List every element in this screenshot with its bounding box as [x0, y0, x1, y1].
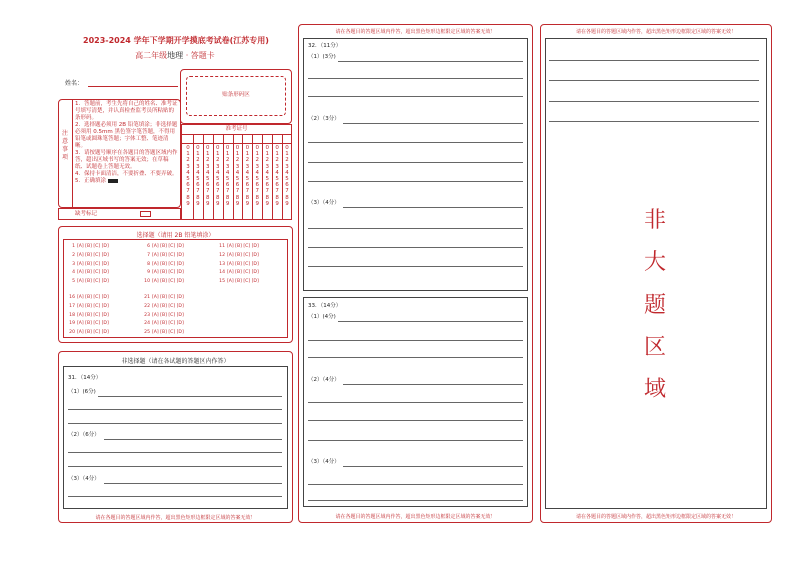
- exam-number-column[interactable]: [273, 145, 281, 207]
- answer-line[interactable]: [308, 266, 523, 267]
- answer-line[interactable]: [343, 466, 523, 467]
- choice-question-row[interactable]: [143, 330, 184, 335]
- choice-question-row[interactable]: [68, 321, 109, 326]
- choice-question-row[interactable]: [143, 313, 184, 318]
- exam-subtitle: [100, 50, 250, 61]
- exam-digit-bubble[interactable]: 3: [255, 163, 260, 170]
- exam-number-divider: [233, 134, 234, 220]
- exam-digit-bubble[interactable]: 4: [265, 169, 269, 176]
- question-33-2: （2）（4分）: [308, 377, 340, 383]
- choice-question-row[interactable]: [143, 270, 184, 275]
- question-number: 18: [69, 312, 75, 318]
- question-33-3: （3）（4分）: [308, 459, 340, 465]
- question-32-3: （3）（4分）: [308, 200, 340, 206]
- exam-digit-bubble[interactable]: 0: [285, 145, 289, 151]
- exam-digit-bubble[interactable]: 9: [265, 200, 269, 207]
- exam-digit-bubble[interactable]: 4: [225, 169, 230, 176]
- exam-digit-bubble[interactable]: 1: [255, 151, 260, 158]
- exam-digit-bubble[interactable]: 2: [225, 157, 230, 164]
- option-bubbles[interactable]: [A] [B] [C] [D]: [152, 244, 184, 249]
- exam-digit-bubble[interactable]: 6: [206, 182, 210, 189]
- exam-digit-bubble[interactable]: 2: [265, 157, 269, 164]
- exam-digit-bubble[interactable]: 9: [206, 200, 210, 207]
- question-33: 33．（14分）: [308, 303, 342, 309]
- notes-item: 3．请按题号顺序在各题目的答题区域内作答，超出区域书写的答案无效；在草稿纸、试题卷上答题无效。: [75, 150, 178, 170]
- exam-digit-bubble[interactable]: 9: [235, 200, 240, 207]
- exam-digit-bubble[interactable]: 1: [235, 151, 240, 158]
- question-31: 31．（14分）: [68, 375, 102, 381]
- answer-area-32[interactable]: [303, 38, 528, 291]
- question-number: 25: [144, 330, 150, 336]
- exam-digit-bubble[interactable]: 8: [235, 194, 240, 201]
- answer-line[interactable]: [338, 61, 523, 62]
- choice-question-row[interactable]: [143, 262, 184, 267]
- answer-line[interactable]: [343, 207, 523, 208]
- exam-digit-bubble[interactable]: 0: [196, 145, 200, 151]
- question-number: 13: [219, 261, 225, 267]
- exam-digit-bubble[interactable]: 9: [196, 200, 200, 207]
- exam-number-divider: [223, 134, 224, 220]
- exam-digit-bubble[interactable]: 5: [255, 176, 260, 183]
- option-bubbles[interactable]: [A] [B] [C] [D]: [152, 270, 184, 276]
- exam-digit-bubble[interactable]: 5: [275, 176, 279, 183]
- exam-digit-bubble[interactable]: 3: [225, 163, 230, 170]
- answer-line[interactable]: [98, 396, 282, 397]
- grade-label: 高二年级: [135, 51, 168, 60]
- non-answer-char: 区: [643, 335, 666, 360]
- question-number: 12: [219, 252, 225, 258]
- exam-digit-bubble[interactable]: 6: [285, 182, 289, 189]
- exam-digit-bubble[interactable]: 1: [206, 151, 210, 158]
- answer-line[interactable]: [308, 402, 523, 403]
- barcode-label: 贴条形码区: [222, 92, 250, 98]
- exam-digit-bubble[interactable]: 7: [206, 188, 210, 195]
- question-number: 22: [144, 303, 150, 309]
- answer-line[interactable]: [308, 247, 523, 248]
- answer-line[interactable]: [308, 162, 523, 163]
- exam-digit-bubble[interactable]: 2: [186, 157, 190, 164]
- exam-digit-bubble[interactable]: 8: [186, 194, 190, 201]
- exam-number-divider: [213, 134, 214, 220]
- exam-digit-bubble[interactable]: 1: [196, 151, 200, 158]
- option-bubbles[interactable]: [A] [B] [C] [D]: [152, 303, 184, 309]
- notes-divider: [72, 99, 73, 208]
- exam-digit-bubble[interactable]: 3: [206, 163, 210, 170]
- exam-number-divider: [242, 134, 243, 220]
- non-answer-char: 非: [643, 208, 666, 233]
- warning-header: 请在各题目的答题区域内作答，超出黑色矩形边框限定区域的答案无效！: [575, 29, 736, 35]
- question-number: 14: [219, 270, 225, 276]
- option-bubbles[interactable]: [A] [B] [C] [D]: [77, 303, 109, 309]
- exam-digit-bubble[interactable]: 4: [186, 169, 190, 176]
- answer-line[interactable]: [343, 123, 523, 124]
- exam-digit-bubble[interactable]: 5: [235, 176, 240, 183]
- notes-item: 4．保持卡面清洁，不要折叠、不要弄破。: [75, 171, 178, 177]
- exam-digit-bubble[interactable]: 5: [196, 176, 200, 183]
- notes-item: 1．答题前，考生先将自己的姓名、准考证号填写清楚，并认真检查监考员所粘贴的条形码。: [75, 101, 178, 121]
- non-answer-char: 题: [643, 293, 666, 318]
- name-underline[interactable]: [88, 86, 178, 87]
- option-bubbles[interactable]: [A] [B] [C] [D]: [152, 279, 184, 285]
- choice-question-row[interactable]: [68, 304, 109, 309]
- option-bubbles[interactable]: [A] [B] [C] [D]: [77, 244, 109, 249]
- exam-digit-bubble[interactable]: 4: [215, 169, 220, 176]
- exam-digit-bubble[interactable]: 2: [275, 157, 279, 164]
- answer-line[interactable]: [549, 121, 759, 122]
- exam-title: 2023-2024 学年下学期开学摸底考试卷(江苏专用): [83, 36, 269, 45]
- choice-question-row[interactable]: [218, 262, 259, 267]
- exam-digit-bubble[interactable]: 1: [275, 151, 279, 158]
- exam-digit-bubble[interactable]: 0: [206, 145, 210, 151]
- exam-digit-bubble[interactable]: 0: [225, 145, 230, 151]
- exam-digit-bubble[interactable]: 7: [225, 188, 230, 195]
- absent-checkbox[interactable]: [140, 211, 151, 217]
- filled-example-mark: [108, 179, 118, 183]
- exam-digit-bubble[interactable]: 9: [275, 200, 279, 207]
- card-label: · 答题卡: [183, 51, 215, 60]
- question-31-2: （2）（6分）: [68, 432, 100, 438]
- exam-digit-bubble[interactable]: 3: [245, 163, 250, 170]
- answer-line[interactable]: [308, 78, 523, 79]
- exam-number-column[interactable]: [184, 145, 192, 207]
- answer-line[interactable]: [308, 96, 523, 97]
- answer-line[interactable]: [68, 423, 282, 424]
- question-number: 17: [69, 303, 75, 309]
- option-bubbles[interactable]: [A] [B] [C] [D]: [77, 279, 109, 285]
- exam-digit-bubble[interactable]: 6: [225, 182, 230, 189]
- exam-number-column[interactable]: [234, 145, 242, 207]
- name-label: 姓名：: [65, 80, 84, 87]
- exam-digit-bubble[interactable]: 4: [285, 169, 289, 176]
- warning-footer: 请在各题目的答题区域内作答，超出黑色矩形边框限定区域的答案无效！: [575, 514, 736, 520]
- answer-line[interactable]: [308, 484, 523, 485]
- exam-digit-bubble[interactable]: 0: [245, 145, 250, 151]
- exam-digit-bubble[interactable]: 2: [215, 157, 220, 164]
- exam-digit-bubble[interactable]: 0: [255, 145, 260, 151]
- exam-digit-bubble[interactable]: 8: [206, 194, 210, 201]
- non-answer-char: 大: [643, 250, 666, 275]
- answer-line[interactable]: [308, 181, 523, 182]
- exam-digit-bubble[interactable]: 7: [285, 188, 289, 195]
- choice-question-row[interactable]: [143, 244, 184, 249]
- exam-number-column[interactable]: [263, 145, 271, 207]
- exam-digit-bubble[interactable]: 8: [245, 194, 250, 201]
- question-number: 9: [147, 270, 150, 276]
- exam-digit-bubble[interactable]: 2: [235, 157, 240, 164]
- exam-digit-bubble[interactable]: 3: [196, 163, 200, 170]
- exam-digit-bubble[interactable]: 6: [215, 182, 220, 189]
- choice-question-row[interactable]: [68, 313, 109, 318]
- exam-digit-bubble[interactable]: 9: [255, 200, 260, 207]
- exam-number-divider: [272, 134, 273, 220]
- choice-question-row[interactable]: [68, 253, 109, 258]
- choice-question-row[interactable]: [68, 330, 109, 335]
- exam-number-column[interactable]: [194, 145, 202, 207]
- exam-digit-bubble[interactable]: 7: [196, 188, 200, 195]
- exam-digit-bubble[interactable]: 6: [196, 182, 200, 189]
- exam-digit-bubble[interactable]: 1: [186, 151, 190, 158]
- answer-line[interactable]: [549, 80, 759, 81]
- answer-line[interactable]: [308, 357, 523, 358]
- exam-digit-bubble[interactable]: 3: [186, 163, 190, 170]
- choice-question-row[interactable]: [68, 262, 109, 267]
- exam-digit-bubble[interactable]: 1: [245, 151, 250, 158]
- option-bubbles[interactable]: [A] [B] [C] [D]: [227, 261, 259, 267]
- option-bubbles[interactable]: [A] [B] [C] [D]: [227, 252, 259, 258]
- notes-item: 2．选择题必须用 2B 铅笔填涂；非选择题必须用 0.5mm 黑色签字笔答题，不得用铅笔或圆珠笔答题；字体工整、笔迹清晰。: [75, 122, 178, 149]
- question-32-1: （1）(3分): [308, 54, 336, 60]
- nonchoice-heading: 非选择题（请在各试题的答题区内作答）: [121, 358, 230, 365]
- question-number: 7: [147, 252, 150, 258]
- choice-question-row[interactable]: [218, 270, 259, 275]
- exam-digit-bubble[interactable]: 8: [196, 194, 200, 201]
- exam-digit-bubble[interactable]: 2: [285, 157, 289, 164]
- exam-digit-bubble[interactable]: 7: [186, 188, 190, 195]
- exam-digit-bubble[interactable]: 0: [265, 145, 269, 151]
- choice-question-row[interactable]: [218, 244, 259, 249]
- exam-number-rule: [181, 134, 292, 135]
- exam-digit-bubble[interactable]: 4: [245, 169, 250, 176]
- exam-digit-bubble[interactable]: 9: [285, 200, 289, 207]
- exam-digit-bubble[interactable]: 6: [255, 182, 260, 189]
- exam-digit-bubble[interactable]: 8: [265, 194, 269, 201]
- answer-line[interactable]: [343, 384, 523, 385]
- choice-question-row[interactable]: [68, 270, 109, 275]
- exam-digit-bubble[interactable]: 5: [225, 176, 230, 183]
- exam-digit-bubble[interactable]: 7: [235, 188, 240, 195]
- question-number: 5: [72, 279, 75, 285]
- answer-line[interactable]: [308, 142, 523, 143]
- choice-question-row[interactable]: [218, 279, 259, 284]
- choice-question-row[interactable]: [143, 279, 184, 284]
- choice-question-row[interactable]: [218, 253, 259, 258]
- option-bubbles[interactable]: [A] [B] [C] [D]: [77, 312, 109, 318]
- exam-number-column[interactable]: [253, 145, 261, 207]
- exam-digit-bubble[interactable]: 5: [265, 176, 269, 183]
- exam-digit-bubble[interactable]: 9: [215, 200, 220, 207]
- answer-line[interactable]: [68, 409, 282, 410]
- exam-digit-bubble[interactable]: 0: [186, 145, 190, 151]
- exam-digit-bubble[interactable]: 7: [265, 188, 269, 195]
- exam-digit-bubble[interactable]: 6: [265, 182, 269, 189]
- choice-question-row[interactable]: [68, 244, 109, 249]
- question-number: 10: [144, 279, 150, 285]
- exam-digit-bubble[interactable]: 9: [225, 200, 230, 207]
- exam-number-divider: [262, 134, 263, 220]
- exam-digit-bubble[interactable]: 9: [245, 200, 250, 207]
- answer-line[interactable]: [308, 500, 523, 501]
- exam-digit-bubble[interactable]: 5: [186, 176, 190, 183]
- exam-number-divider: [193, 134, 194, 220]
- answer-line[interactable]: [308, 340, 523, 341]
- exam-digit-bubble[interactable]: 7: [255, 188, 260, 195]
- question-number: 23: [144, 312, 150, 318]
- exam-digit-bubble[interactable]: 2: [245, 157, 250, 164]
- question-32: 32．（11分）: [308, 43, 342, 49]
- question-number: 21: [144, 295, 150, 300]
- exam-number-column[interactable]: [204, 145, 212, 207]
- option-bubbles[interactable]: [A] [B] [C] [D]: [77, 252, 109, 258]
- exam-digit-bubble[interactable]: 1: [285, 151, 289, 158]
- answer-line[interactable]: [549, 60, 759, 61]
- exam-digit-bubble[interactable]: 8: [255, 194, 260, 201]
- notes-heading: 注意事项: [61, 130, 68, 161]
- question-number: 6: [147, 244, 150, 249]
- option-bubbles[interactable]: [A] [B] [C] [D]: [152, 312, 184, 318]
- exam-digit-bubble[interactable]: 4: [275, 169, 279, 176]
- exam-digit-bubble[interactable]: 4: [235, 169, 240, 176]
- question-number: 2: [72, 252, 75, 258]
- option-bubbles[interactable]: [A] [B] [C] [D]: [152, 252, 184, 258]
- question-number: 11: [219, 244, 225, 249]
- exam-digit-bubble[interactable]: 2: [255, 157, 260, 164]
- question-31-3: （3）（4分）: [68, 476, 100, 482]
- choice-question-row[interactable]: [68, 279, 109, 284]
- exam-digit-bubble[interactable]: 6: [275, 182, 279, 189]
- question-number: 1: [72, 244, 75, 249]
- choice-question-row[interactable]: [143, 253, 184, 258]
- non-answer-char: 域: [643, 377, 666, 402]
- exam-digit-bubble[interactable]: 0: [275, 145, 279, 151]
- question-number: 19: [69, 321, 75, 327]
- answer-line[interactable]: [308, 228, 523, 229]
- exam-digit-bubble[interactable]: 9: [186, 200, 190, 207]
- answer-line[interactable]: [549, 101, 759, 102]
- answer-line[interactable]: [308, 440, 523, 441]
- question-31-1: （1）(6分): [68, 389, 96, 395]
- exam-number-column[interactable]: [214, 145, 222, 207]
- exam-digit-bubble[interactable]: 1: [265, 151, 269, 158]
- question-number: 15: [219, 279, 225, 285]
- notes-item: 5．正确填涂: [75, 178, 178, 185]
- exam-digit-bubble[interactable]: 3: [215, 163, 220, 170]
- question-number: 20: [69, 330, 75, 336]
- exam-digit-bubble[interactable]: 2: [196, 157, 200, 164]
- choice-question-row[interactable]: [143, 304, 184, 309]
- option-bubbles[interactable]: [A] [B] [C] [D]: [227, 244, 259, 249]
- exam-number-divider: [282, 134, 283, 220]
- option-bubbles[interactable]: [A] [B] [C] [D]: [77, 261, 109, 267]
- warning-footer: 请在各题目的答题区域内作答，超出黑色矩形边框限定区域的答案无效！: [335, 514, 496, 520]
- exam-digit-bubble[interactable]: 7: [245, 188, 250, 195]
- exam-number-column[interactable]: [224, 145, 232, 207]
- option-bubbles[interactable]: [A] [B] [C] [D]: [152, 321, 184, 327]
- exam-digit-bubble[interactable]: 3: [285, 163, 289, 170]
- exam-digit-bubble[interactable]: 5: [285, 176, 289, 183]
- exam-digit-bubble[interactable]: 0: [235, 145, 240, 151]
- exam-digit-bubble[interactable]: 4: [196, 169, 200, 176]
- exam-digit-bubble[interactable]: 4: [255, 169, 260, 176]
- option-bubbles[interactable]: [A] [B] [C] [D]: [152, 295, 184, 300]
- option-bubbles[interactable]: [A] [B] [C] [D]: [227, 279, 259, 285]
- option-bubbles[interactable]: [A] [B] [C] [D]: [77, 270, 109, 276]
- subject-label: 地理: [167, 51, 184, 60]
- answer-line[interactable]: [104, 483, 282, 484]
- notes-list: [75, 101, 178, 185]
- exam-digit-bubble[interactable]: 8: [285, 194, 289, 201]
- exam-digit-bubble[interactable]: 8: [275, 194, 279, 201]
- question-number: 3: [72, 261, 75, 267]
- option-bubbles[interactable]: [A] [B] [C] [D]: [77, 330, 109, 336]
- choice-question-row[interactable]: [143, 321, 184, 326]
- question-number: 8: [147, 261, 150, 267]
- exam-digit-bubble[interactable]: 4: [206, 169, 210, 176]
- answer-line[interactable]: [68, 452, 282, 453]
- choice-question-row[interactable]: [143, 295, 184, 300]
- question-32-2: （2）（3分）: [308, 116, 340, 122]
- exam-number-rule: [181, 143, 292, 144]
- option-bubbles[interactable]: [A] [B] [C] [D]: [227, 270, 259, 276]
- exam-digit-bubble[interactable]: 6: [235, 182, 240, 189]
- exam-number-label: 准考证号: [225, 126, 248, 132]
- warning-header: 请在各题目的答题区域内作答，超出黑色矩形边框限定区域的答案无效！: [335, 29, 496, 35]
- answer-line[interactable]: [68, 466, 282, 467]
- exam-digit-bubble[interactable]: 1: [225, 151, 230, 158]
- exam-digit-bubble[interactable]: 6: [245, 182, 250, 189]
- exam-digit-bubble[interactable]: 5: [206, 176, 210, 183]
- exam-number-divider: [252, 134, 253, 220]
- exam-digit-bubble[interactable]: 3: [265, 163, 269, 170]
- exam-digit-bubble[interactable]: 0: [215, 145, 220, 151]
- exam-digit-bubble[interactable]: 8: [215, 194, 220, 201]
- answer-line[interactable]: [308, 420, 523, 421]
- answer-line[interactable]: [338, 321, 523, 322]
- answer-line[interactable]: [104, 439, 282, 440]
- option-bubbles[interactable]: [A] [B] [C] [D]: [77, 321, 109, 327]
- exam-digit-bubble[interactable]: 1: [215, 151, 220, 158]
- warning-footer: 请在各题目的答题区域内作答，超出黑色矩形边框限定区域的答案无效！: [95, 515, 256, 521]
- choice-question-row[interactable]: [68, 295, 109, 300]
- question-number: 4: [72, 270, 75, 276]
- question-number: 24: [144, 321, 150, 327]
- option-bubbles[interactable]: [A] [B] [C] [D]: [77, 295, 109, 300]
- question-number: 16: [69, 295, 75, 300]
- choice-heading: 选择题（请用 2B 铅笔填涂）: [136, 232, 215, 239]
- option-bubbles[interactable]: [A] [B] [C] [D]: [152, 261, 184, 267]
- question-33-1: （1）(4分): [308, 314, 336, 320]
- exam-digit-bubble[interactable]: 6: [186, 182, 190, 189]
- exam-number-divider: [203, 134, 204, 220]
- exam-digit-bubble[interactable]: 5: [215, 176, 220, 183]
- exam-digit-bubble[interactable]: 2: [206, 157, 210, 164]
- exam-digit-bubble[interactable]: 7: [215, 188, 220, 195]
- exam-digit-bubble[interactable]: 7: [275, 188, 279, 195]
- exam-digit-bubble[interactable]: 3: [235, 163, 240, 170]
- exam-digit-bubble[interactable]: 3: [275, 163, 279, 170]
- exam-number-column[interactable]: [243, 145, 251, 207]
- absent-label: 缺考标记: [75, 211, 98, 217]
- answer-line[interactable]: [68, 496, 282, 497]
- exam-digit-bubble[interactable]: 8: [225, 194, 230, 201]
- exam-number-column[interactable]: [283, 145, 291, 207]
- option-bubbles[interactable]: [A] [B] [C] [D]: [152, 330, 184, 336]
- exam-digit-bubble[interactable]: 5: [245, 176, 250, 183]
